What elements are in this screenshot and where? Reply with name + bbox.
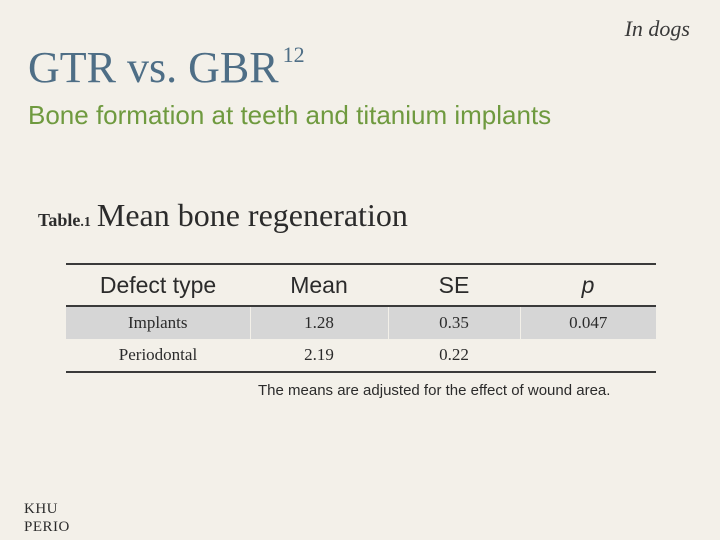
table-row: [66, 306, 656, 339]
header-defect-type: Defect type: [66, 264, 250, 306]
table-caption: [38, 197, 408, 234]
title-text: GTR vs. GBR: [28, 43, 279, 92]
slide-subtitle: Bone formation at teeth and titanium implants: [28, 100, 552, 130]
slide-title: [28, 42, 305, 93]
cell-defect-type: Periodontal: [66, 339, 250, 372]
table-row: [66, 339, 656, 372]
logo-line-2: PERIO: [24, 519, 70, 535]
header-mean: Mean: [250, 264, 388, 306]
khu-perio-logo: [24, 500, 70, 536]
table-footnote: The means are adjusted for the effect of wound area.: [258, 382, 611, 399]
table-label: Table: [38, 210, 81, 230]
table-title: Mean bone regeneration: [96, 197, 408, 233]
logo-line-1: KHU: [24, 501, 58, 517]
cell-se: 0.35: [388, 306, 520, 339]
cell-p: [520, 339, 656, 372]
header-se: SE: [388, 264, 520, 306]
title-reference: 12: [282, 42, 305, 68]
species-note: In dogs: [624, 16, 690, 41]
cell-defect-type: Implants: [66, 306, 250, 339]
cell-se: 0.22: [388, 339, 520, 372]
header-p: p: [520, 264, 656, 306]
cell-p: 0.047: [520, 306, 656, 339]
data-table: [66, 263, 656, 373]
cell-mean: 2.19: [250, 339, 388, 372]
table-header-row: [66, 264, 656, 306]
cell-mean: 1.28: [250, 306, 388, 339]
table-number: .1: [80, 215, 91, 230]
